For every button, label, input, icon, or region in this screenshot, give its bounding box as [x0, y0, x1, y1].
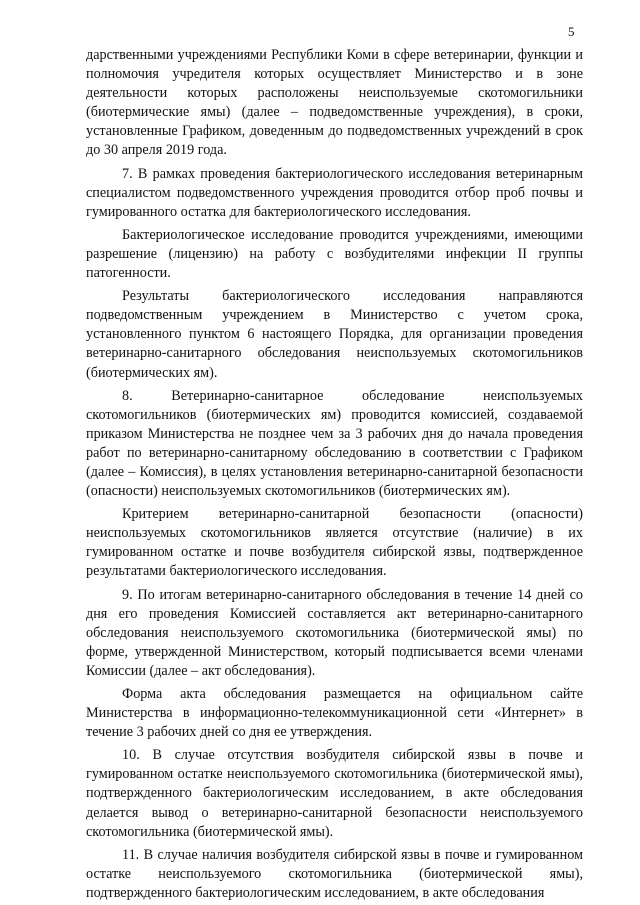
paragraph-laboratory: Бактериологическое исследование проводится учреждениями, имеющими разрешение (лицензию) на работу с возбудителями инфекции II группы патогенности.	[86, 226, 583, 282]
paragraph-item-8: 8. Ветеринарно-санитарное обследование неиспользуемых скотомогильников (биотермических ям) проводится комиссией, создаваемой приказом Министерства не позднее чем за 3 рабочих дня до начала проведения работ по ветеринарно-санитарному обследованию в соответствии с Графиком (далее – Комиссия), в целях установления ветеринарно-санитарной безопасности (опасности) неиспользуемых скотомогильников (биотермических ям).	[86, 387, 583, 500]
paragraph-item-7: 7. В рамках проведения бактериологического исследования ветеринарным специалистом подведомственного учреждения проводится отбор проб почвы и гумированного остатка для бактериологического исследования.	[86, 165, 583, 220]
paragraph-results: Результаты бактериологического исследования направляются подведомственным учреждением в Министерство с учетом срока, установленного пунктом 6 настоящего Порядка, для организации проведения ветеринарно-санитарного обследования неиспользуемых скотомогильников (биотермических ям).	[86, 288, 583, 381]
paragraph-criterion: Критерием ветеринарно-санитарной безопасности (опасности) неиспользуемых скотомогильников является отсутствие (наличие) в их гумированном остатке и почве возбудителя сибирской язвы, подтвержденное результатами бактериологического исследования.	[86, 506, 583, 580]
paragraph-item-11: 11. В случае наличия возбудителя сибирской язвы в почве и гумированном остатке неиспользуемого скотомогильника (биотермической ямы), подтвержденного бактериологическим исследованием, в акте обследования	[86, 846, 583, 901]
page-number: 5	[568, 24, 575, 39]
paragraph-item-10: 10. В случае отсутствия возбудителя сибирской язвы в почве и гумированном остатке неиспользуемого скотомогильника (биотермической ямы), подтвержденного бактериологическим исследованием, в акте обследования делается вывод о ветеринарно-санитарной безопасности неиспользуемого скотомогильника (биотермической ямы).	[86, 747, 583, 840]
paragraph-act-form: Форма акта обследования размещается на официальном сайте Министерства в информационно-телекоммуникационной сети «Интернет» в течение 3 рабочих дней со дня ее утверждения.	[86, 686, 583, 741]
paragraph-continuation: дарственными учреждениями Республики Коми в сфере ветеринарии, функции и полномочия учредителя которых осуществляет Министерство и в зоне деятельности которых расположены неиспользуемые скотомогильники (биотермические ямы) (далее – подведомственные учреждения), в сроки, установленные Графиком, доведенным до подведомственных учреждений в срок до 30 апреля 2019 года.	[86, 47, 583, 159]
document-body	[86, 46, 583, 903]
paragraph-item-9: 9. По итогам ветеринарно-санитарного обследования в течение 14 дней со дня его проведения Комиссией составляется акт ветеринарно-санитарного обследования неиспользуемого скотомогильника (биотермической ямы) по форме, утвержденной Министерством, который подписывается всеми членами Комиссии (далее – акт обследования).	[86, 586, 583, 679]
